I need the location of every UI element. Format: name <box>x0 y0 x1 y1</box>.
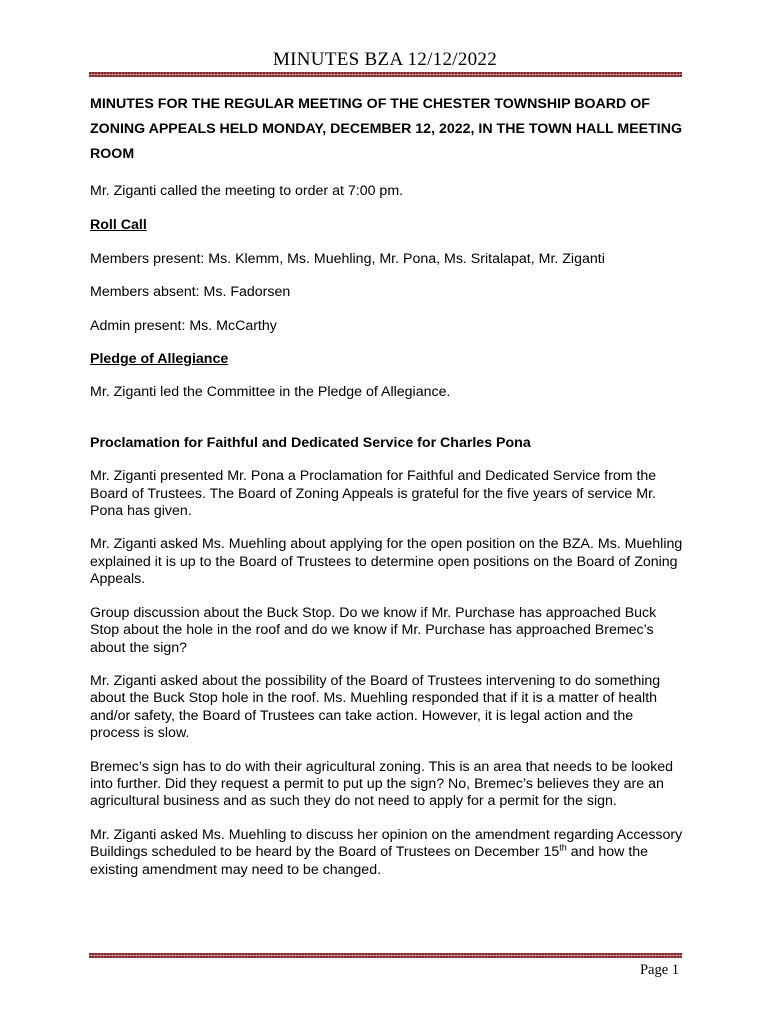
page-number: Page 1 <box>639 962 679 978</box>
proclamation-paragraph-3: Group discussion about the Buck Stop. Do we know if Mr. Purchase has approached Buck Stop about the hole in the roof and do we know if Mr. Purchase has approached Bremec’s about the sign? <box>90 604 657 656</box>
header-divider <box>89 72 682 77</box>
proclamation-paragraph-1: Mr. Ziganti presented Mr. Pona a Proclamation for Faithful and Dedicated Service from the Board of Trustees. The Board of Zoning Appeals is grateful for the five years of service Mr. Pona has given. <box>90 468 657 520</box>
proclamation-paragraph-2: Mr. Ziganti asked Ms. Muehling about applying for the open position on the BZA. Ms. Muehling explained it is up to the Board of Trustees to determine open positions on the Board of Zoning Appeals. <box>90 536 683 588</box>
pledge-heading: Pledge of Allegiance <box>90 351 229 368</box>
paragraph-6-text-a: Mr. Ziganti asked Ms. Muehling to discuss her opinion on the amendment regarding Accessory Buildings scheduled to be heard by the Board of Trustees on December 15 <box>90 826 683 861</box>
admin-present-text: Admin present: Ms. McCarthy <box>90 317 277 334</box>
paragraph-6-text-b: and how the existing amendment may need to be changed. <box>90 844 649 878</box>
proclamation-paragraph-6 <box>90 827 685 879</box>
footer-divider <box>89 953 682 958</box>
proclamation-heading: Proclamation for Faithful and Dedicated Service for Charles Pona <box>90 434 531 451</box>
call-to-order-text: Mr. Ziganti called the meeting to order at 7:00 pm. <box>90 183 404 199</box>
proclamation-paragraph-5: Bremec’s sign has to do with their agricultural zoning. This is an area that needs to be looked into further. Did they request a permit to put up the sign? No, Bremec’s believes they are an agricultural business and as such they do not need to apply for a permit for the sign. <box>90 758 674 810</box>
roll-call-heading: Roll Call <box>90 217 147 234</box>
page-header-title: MINUTES BZA 12/12/2022 <box>272 49 498 70</box>
main-heading: MINUTES FOR THE REGULAR MEETING OF THE CHESTER TOWNSHIP BOARD OF ZONING APPEALS HELD MONDAY, DECEMBER 12, 2022, IN THE TOWN HALL MEETING ROOM <box>90 96 683 162</box>
members-absent-text: Members absent: Ms. Fadorsen <box>90 284 291 301</box>
proclamation-paragraph-4: Mr. Ziganti asked about the possibility of the Board of Trustees intervening to do something about the Buck Stop hole in the roof. Ms. Muehling responded that if it is a matter of health and/or safety, the Board of Trustees can take action. However, it is legal action and the process is slow. <box>90 672 661 742</box>
members-present-text: Members present: Ms. Klemm, Ms. Muehling, Mr. Pona, Ms. Sritalapat, Mr. Ziganti <box>90 250 605 267</box>
ordinal-suffix: th <box>559 842 567 853</box>
pledge-text: Mr. Ziganti led the Committee in the Pledge of Allegiance. <box>90 384 451 401</box>
document-body <box>90 94 685 879</box>
